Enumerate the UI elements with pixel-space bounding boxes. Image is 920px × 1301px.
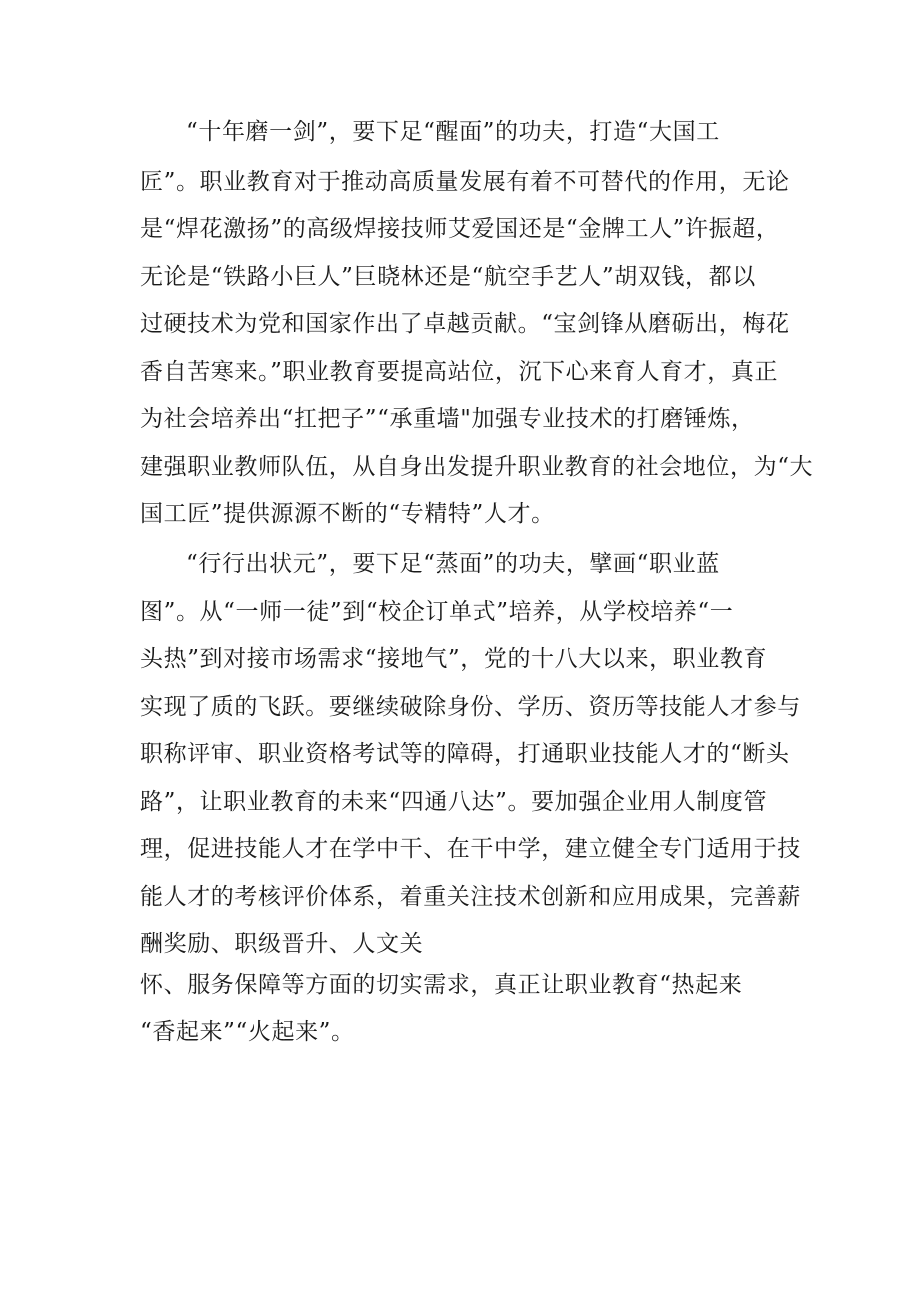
paragraph-1-line-7: 为社会培养出“扛把子”“承重墙"加强专业技术的打磨锤炼， [140,406,755,432]
paragraph-1-line-8: 建强职业教师队伍，从自身出发提升职业教育的社会地位，为“大 [140,454,814,480]
paragraph-2-line-8: 能人才的考核评价体系，着重关注技术创新和应用成果，完善薪 [140,884,801,910]
paragraph-1-line-4: 无论是“铁路小巨人”巨晓林还是“航空手艺人”胡双钱，都以 [140,264,756,290]
paragraph-1-line-9: 国工匠”提供源源不断的“专精特”人才。 [140,501,555,527]
paragraph-2-line-1: “行行出状元”，要下足“蒸面”的功夫，擘画“职业蓝 [186,551,720,577]
paragraph-2-line-6: 路”，让职业教育的未来“四通八达”。要加强企业用人制度管 [140,789,768,815]
paragraph-2-line-7: 理，促进技能人才在学中干、在干中学，建立健全专门适用于技 [140,836,801,862]
paragraph-2-line-5: 职称评审、职业资格考试等的障碍，打通职业技能人才的“断头 [140,741,790,767]
paragraph-2-line-9: 酬奖励、职级晋升、人文关 [140,931,424,957]
paragraph-1-line-1: “十年磨一剑”，要下足“醒面”的功夫，打造“大国工 [186,119,720,145]
paragraph-2-line-11: “香起来”“火起来”。 [140,1019,355,1045]
paragraph-1-line-6: 香自苦寒来。”职业教育要提高站位，沉下心来育人育才，真正 [140,359,779,385]
paragraph-2-line-10: 怀、服务保障等方面的切实需求，真正让职业教育“热起来 [140,972,743,998]
paragraph-1-line-3: 是“焊花激扬”的高级焊接技师艾爱国还是“金牌工人”许振超， [140,216,780,242]
paragraph-2-line-3: 头热”到对接市场需求“接地气”，党的十八大以来，职业教育 [140,646,768,672]
paragraph-2-line-2: 图”。从“一师一徒”到“校企订单式”培养，从学校培养“一 [140,599,734,625]
paragraph-1-line-2: 匠”。职业教育对于推动高质量发展有着不可替代的作用，无论 [140,169,790,195]
paragraph-1-line-5: 过硬技术为党和国家作出了卓越贡献。“宝剑锋从磨砺出，梅花 [140,311,790,337]
paragraph-2-line-4: 实现了质的飞跃。要继续破除身份、学历、资历等技能人才参与 [140,694,801,720]
